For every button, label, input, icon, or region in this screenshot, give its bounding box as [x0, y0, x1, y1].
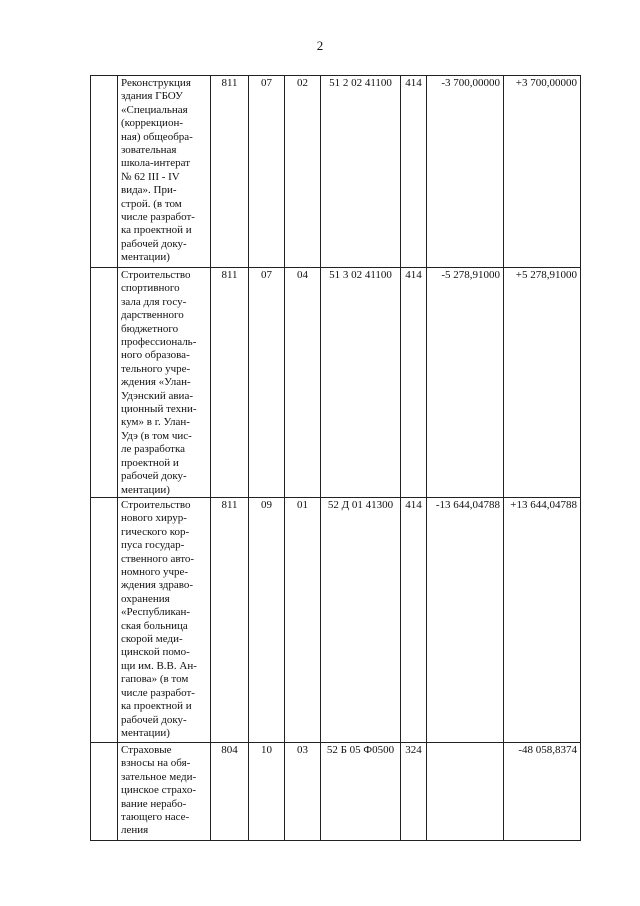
description-line: ка проектной и — [121, 224, 192, 237]
description-cell — [118, 498, 211, 743]
description-line: ская больница — [121, 619, 188, 632]
description-line: взносы на обя- — [121, 757, 191, 770]
amount-plus-cell: +5 278,91000 — [504, 268, 581, 498]
description-line: ка проектной и — [121, 700, 192, 713]
page-number: 2 — [316, 38, 324, 53]
description-line: тельного учре- — [121, 362, 191, 375]
row-number-cell — [91, 498, 118, 743]
description-line: Реконструкция — [121, 77, 191, 89]
description-line: «Республикан- — [121, 606, 191, 619]
description-line: цинской помо- — [121, 646, 190, 659]
amount-plus-cell: +3 700,00000 — [504, 76, 581, 268]
description-line: ждения «Улан- — [121, 376, 191, 389]
table-row — [91, 498, 581, 743]
section-code-cell: 07 — [249, 76, 285, 268]
subsection-code-cell: 01 — [285, 498, 321, 743]
description-line: рабочей доку- — [121, 470, 187, 483]
description-line: ментации) — [121, 251, 170, 264]
expense-type-cell: 414 — [401, 498, 427, 743]
table-row — [91, 743, 581, 841]
description-line: Страховые — [121, 744, 172, 756]
description-line: ментации) — [121, 483, 170, 496]
description-cell — [118, 76, 211, 268]
description-line: бюджетного — [121, 322, 179, 335]
section-code-cell: 10 — [249, 743, 285, 841]
description-line: «Специальная — [121, 103, 188, 116]
description-line: рабочей доку- — [121, 237, 187, 250]
description-line: школа-интерат — [121, 157, 191, 170]
amount-minus-cell: -3 700,00000 — [427, 76, 504, 268]
description-line: скорой меди- — [121, 633, 183, 646]
description-line: охранения — [121, 592, 170, 605]
description-line: дарственного — [121, 309, 184, 322]
amount-minus-cell: -13 644,04788 — [427, 498, 504, 743]
description-line: здания ГБОУ — [121, 90, 183, 103]
description-line: ная) общеобра- — [121, 130, 193, 143]
row-number-cell — [91, 76, 118, 268]
row-number-cell — [91, 743, 118, 841]
description-line: ментации) — [121, 726, 170, 739]
expense-type-cell: 414 — [401, 76, 427, 268]
description-line: ждения здраво- — [121, 579, 194, 592]
description-line: кум» в г. Улан- — [121, 416, 190, 429]
description-line: Строительство — [121, 269, 191, 281]
description-line: нового хирур- — [121, 512, 187, 525]
ministry-code-cell: 811 — [211, 268, 249, 498]
description-line: Строительство — [121, 499, 191, 511]
description-line: ления — [121, 824, 149, 837]
description-line: гического кор- — [121, 525, 190, 538]
description-line: ного образова- — [121, 349, 190, 362]
subsection-code-cell: 04 — [285, 268, 321, 498]
description-line: проектной и — [121, 456, 179, 469]
description-line: тающего насе- — [121, 811, 190, 824]
description-line: ционный техни- — [121, 403, 197, 416]
description-line: ле разработка — [121, 443, 186, 456]
description-line: строй. (в том — [121, 197, 182, 210]
table-row — [91, 268, 581, 498]
amount-plus-cell: -48 058,8374 — [504, 743, 581, 841]
amount-plus-cell: +13 644,04788 — [504, 498, 581, 743]
description-line: зала для госу- — [121, 295, 187, 308]
description-line: числе разработ- — [121, 211, 195, 224]
target-article-cell: 52 Д 01 41300 — [321, 498, 401, 743]
expense-type-cell: 414 — [401, 268, 427, 498]
description-line: щи им. В.В. Ан- — [121, 659, 197, 672]
target-article-cell: 51 2 02 41100 — [321, 76, 401, 268]
description-cell — [118, 743, 211, 841]
description-line: гапова» (в том — [121, 673, 189, 686]
amount-minus-cell — [427, 743, 504, 841]
target-article-cell: 52 Б 05 Ф0500 — [321, 743, 401, 841]
expense-type-cell: 324 — [401, 743, 427, 841]
section-code-cell: 07 — [249, 268, 285, 498]
budget-table-body — [91, 76, 581, 841]
description-line: рабочей доку- — [121, 713, 187, 726]
description-cell — [118, 268, 211, 498]
target-article-cell: 51 3 02 41100 — [321, 268, 401, 498]
description-line: числе разработ- — [121, 686, 195, 699]
description-line: ственного авто- — [121, 552, 195, 565]
description-line: Удэ (в том чис- — [121, 429, 192, 442]
row-number-cell — [91, 268, 118, 498]
description-line: профессиональ- — [121, 336, 197, 349]
budget-table — [90, 75, 581, 841]
description-line: № 62 III - IV — [121, 170, 180, 183]
description-line: Удэнский авиа- — [121, 389, 193, 402]
description-line: цинское страхо- — [121, 784, 197, 797]
subsection-code-cell: 02 — [285, 76, 321, 268]
subsection-code-cell: 03 — [285, 743, 321, 841]
table-row — [91, 76, 581, 268]
description-line: (коррекцион- — [121, 117, 183, 130]
description-line: зательное меди- — [121, 770, 197, 783]
description-line: вида». При- — [121, 184, 177, 197]
ministry-code-cell: 804 — [211, 743, 249, 841]
description-line: зовательная — [121, 144, 177, 157]
ministry-code-cell: 811 — [211, 498, 249, 743]
description-line: пуса государ- — [121, 539, 185, 552]
description-line: вание нерабо- — [121, 797, 187, 810]
section-code-cell: 09 — [249, 498, 285, 743]
ministry-code-cell: 811 — [211, 76, 249, 268]
description-line: спортивного — [121, 282, 180, 295]
description-line: номного учре- — [121, 566, 189, 579]
amount-minus-cell: -5 278,91000 — [427, 268, 504, 498]
